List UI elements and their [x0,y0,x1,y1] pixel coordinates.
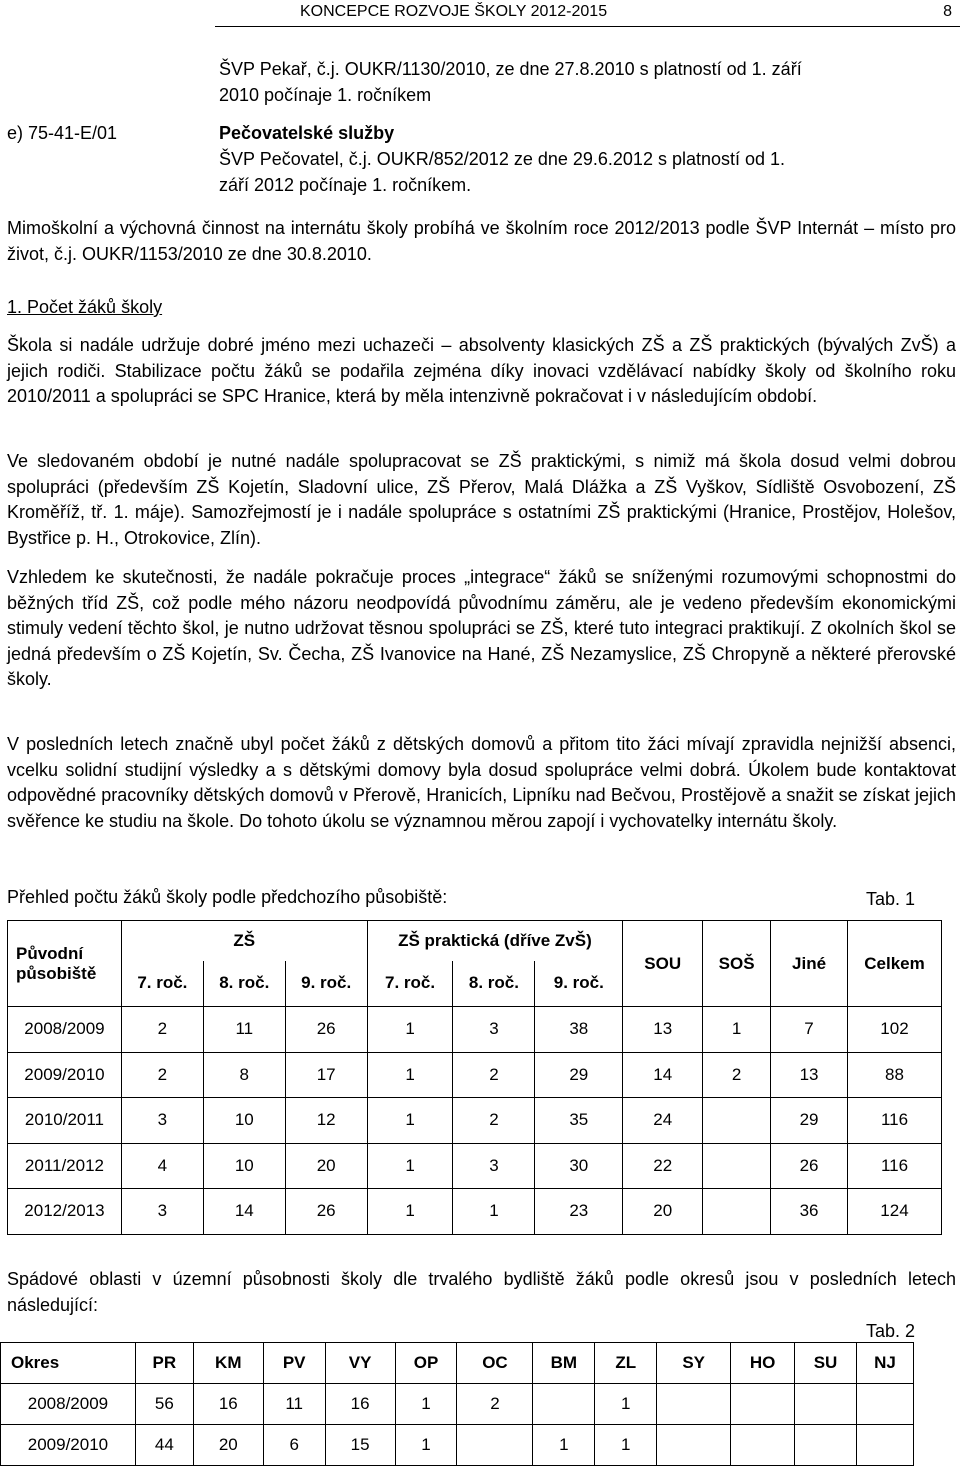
table-row [8,1098,942,1144]
table-cell [457,1425,533,1466]
subheader-grade: 8. roč. [203,961,285,1007]
table-cell: 14 [623,1052,703,1098]
table-cell: 2 [453,1098,535,1144]
table-row [1,1384,914,1425]
header-district-code: NJ [856,1343,913,1384]
row-year: 2008/2009 [1,1384,136,1425]
table-cell: 11 [263,1384,325,1425]
table-cell [657,1384,731,1425]
paragraph-1: Škola si nadále udržuje dobré jméno mezi uchazeči – absolventy klasických ZŠ a ZŠ praktických (bývalých ZvŠ) a jejich rodiči. Stabilizace počtu žáků se podařila zejména díky inovaci vzdělávací nabídky školy od školního roku 2010/2011 a spolupráci se SPC Hranice, která by měla intenzivně pokračovat i v následujícím období. [7,335,956,407]
table-row [8,1007,942,1053]
header-district-code: KM [193,1343,263,1384]
table-cell: 10 [203,1098,285,1144]
subheader-grade: 7. roč. [121,961,203,1007]
table-cell: 23 [535,1189,623,1235]
svp-e-line-1: ŠVP Pečovatel, č.j. OUKR/852/2012 ze dne 29.6.2012 s platností od 1. [219,149,786,169]
table-cell: 14 [203,1189,285,1235]
paragraph-4: V posledních letech značně ubyl počet žáků z dětských domovů a přitom tito žáci mívají zpravidla nejnižší absenci, vcelku solidní studijní výsledky a s dětskými domovy byla dosud spolupráce velmi dobrá. Úkolem bude kontaktovat odpovědné pracovníky dětských domovů v Přerově, Hranicích, Lipníku nad Bečvou, Prostějově a snažit se získat jejich svěřence ke studiu na škole. Do tohoto úkolu se významnou měrou zapojí i vychovatelky internátu školy. [7,734,956,831]
table-cell: 102 [847,1007,941,1053]
table-cell: 2 [457,1384,533,1425]
table-cell: 10 [203,1143,285,1189]
svp-e-line-2: září 2012 počínaje 1. ročníkem. [219,175,472,195]
document-title: KONCEPCE ROZVOJE ŠKOLY 2012-2015 [300,3,608,20]
table-cell: 1 [367,1143,453,1189]
table-cell: 20 [193,1425,263,1466]
table-cell: 12 [285,1098,367,1144]
table-cell: 20 [623,1189,703,1235]
header-district-code: BM [533,1343,595,1384]
table-cell: 38 [535,1007,623,1053]
page-number: 8 [943,3,952,20]
table-cell: 1 [453,1189,535,1235]
subheader-grade: 9. roč. [285,961,367,1007]
table-row [1,1425,914,1466]
header-district-code: SU [795,1343,857,1384]
header-district-code: OP [395,1343,457,1384]
table-cell: 1 [367,1098,453,1144]
table-cell: 17 [285,1052,367,1098]
table-cell: 36 [771,1189,848,1235]
catchment-areas-table [0,1342,914,1466]
header-district-code: ZL [595,1343,657,1384]
subheader-grade: 9. roč. [535,961,623,1007]
header-sou: SOU [623,921,703,1007]
table-cell: 1 [367,1052,453,1098]
table-cell: 56 [135,1384,193,1425]
row-year: 2009/2010 [1,1425,136,1466]
table2-label: Tab. 2 [866,1321,916,1341]
table1-caption: Přehled počtu žáků školy podle předchozího působiště: [7,887,448,907]
table-cell: 88 [847,1052,941,1098]
table-cell: 8 [203,1052,285,1098]
table-cell: 26 [285,1189,367,1235]
table-cell [795,1384,857,1425]
table-cell: 1 [595,1425,657,1466]
table2-caption: Spádové oblasti v územní působnosti školy dle trvalého bydliště žáků podle okresů jsou v posledních letech následující: [7,1269,956,1315]
row-year: 2012/2013 [8,1189,122,1235]
row-year: 2010/2011 [8,1098,122,1144]
table-cell: 3 [121,1098,203,1144]
row-year: 2008/2009 [8,1007,122,1053]
table-row [8,1143,942,1189]
table-cell: 16 [193,1384,263,1425]
table-cell: 20 [285,1143,367,1189]
paragraph-internat: Mimoškolní a výchovná činnost na internátu školy probíhá ve školním roce 2012/2013 podle ŠVP Internát – místo pro život, č.j. OUKR/1153/2010 ze dne 30.8.2010. [7,218,956,264]
header-district: Okres [1,1343,136,1384]
table-cell [657,1425,731,1466]
table-cell [703,1189,771,1235]
paragraph-2: Ve sledovaném období je nutné nadále spolupracovat se ZŠ praktickými, s nimiž má škola dosud velmi dobrou spolupráci (především ZŠ Kojetín, Sladovní ulice, ZŠ Přerov, Malá Dlážka a ZŠ Vyškov, Sídliště Osvobození, ZŠ Kroměříž, tř. 1. máje). Samozřejmostí je i nadále spolupráce s ostatními ZŠ praktickými (Hranice, Prostějov, Holešov, Bystřice p. H., Otrokovice, Zlín). [7,451,956,548]
table-cell: 13 [771,1052,848,1098]
table-cell: 16 [325,1384,395,1425]
table-cell: 124 [847,1189,941,1235]
header-district-code: PV [263,1343,325,1384]
table-cell: 24 [623,1098,703,1144]
subheader-grade: 8. roč. [453,961,535,1007]
table-cell: 116 [847,1143,941,1189]
table-cell: 44 [135,1425,193,1466]
table-cell: 13 [623,1007,703,1053]
table-cell: 1 [395,1384,457,1425]
paragraph-3: Vzhledem ke skutečnosti, že nadále pokračuje proces „integrace“ žáků se sníženými rozumovými schopnostmi do běžných tříd ZŠ, což podle mého názoru neodpovídá původnímu záměru, ale je vedeno především ekonomickými stimuly vedení těchto škol, je nutno udržovat těsnou spolupráci se ZŠ, které tuto integraci praktikují. Z okolních škol se jedná především o ZŠ Kojetín, Sv. Čecha, ZŠ Ivanovice na Hané, ZŠ Nezamyslice, ZŠ Chropyně a některé přerovské školy. [7,567,956,690]
table-cell: 29 [771,1098,848,1144]
table-cell: 30 [535,1143,623,1189]
header-zs-prakticka: ZŠ praktická (dříve ZvŠ) [367,921,623,961]
header-district-code: OC [457,1343,533,1384]
table-cell [856,1425,913,1466]
header-district-code: HO [731,1343,795,1384]
table-cell: 2 [121,1052,203,1098]
table-row [8,1052,942,1098]
program-title: Pečovatelské služby [219,123,395,143]
program-code: e) 75-41-E/01 [7,123,118,143]
table-cell: 26 [771,1143,848,1189]
table-cell: 22 [623,1143,703,1189]
table-cell [795,1425,857,1466]
table1-label: Tab. 1 [866,889,916,909]
table-cell: 15 [325,1425,395,1466]
header-district-code: SY [657,1343,731,1384]
table-cell: 3 [453,1007,535,1053]
table-cell: 26 [285,1007,367,1053]
table-cell: 1 [533,1425,595,1466]
table-cell: 2 [453,1052,535,1098]
table-cell [856,1384,913,1425]
svp-line-1: ŠVP Pekař, č.j. OUKR/1130/2010, ze dne 27.8.2010 s platností od 1. září [219,59,802,79]
section-heading: 1. Počet žáků školy [7,297,163,317]
subheader-grade: 7. roč. [367,961,453,1007]
header-district-code: VY [325,1343,395,1384]
row-year: 2011/2012 [8,1143,122,1189]
table-cell: 116 [847,1098,941,1144]
table-cell: 1 [367,1007,453,1053]
table-cell: 1 [395,1425,457,1466]
header-total: Celkem [847,921,941,1007]
table-header-row [1,1343,914,1384]
header-origin: Původní působiště [8,921,122,1007]
table-cell: 4 [121,1143,203,1189]
row-year: 2009/2010 [8,1052,122,1098]
table-cell: 1 [367,1189,453,1235]
table-cell: 11 [203,1007,285,1053]
page-header [0,0,960,30]
table-cell: 1 [703,1007,771,1053]
table-cell: 1 [595,1384,657,1425]
table-cell: 2 [121,1007,203,1053]
table-cell: 3 [453,1143,535,1189]
header-sos: SOŠ [703,921,771,1007]
table-cell: 7 [771,1007,848,1053]
table-cell: 2 [703,1052,771,1098]
svp-line-2: 2010 počínaje 1. ročníkem [219,85,432,105]
header-rule [215,26,960,27]
header-zs: ZŠ [121,921,367,961]
header-other: Jiné [771,921,848,1007]
table-cell [731,1384,795,1425]
students-origin-table [7,920,942,1235]
table-cell [731,1425,795,1466]
table-cell: 29 [535,1052,623,1098]
table-cell [703,1098,771,1144]
header-district-code: PR [135,1343,193,1384]
table-row [8,1189,942,1235]
table-cell [703,1143,771,1189]
table-cell [533,1384,595,1425]
table-cell: 35 [535,1098,623,1144]
table-cell: 3 [121,1189,203,1235]
table-cell: 6 [263,1425,325,1466]
